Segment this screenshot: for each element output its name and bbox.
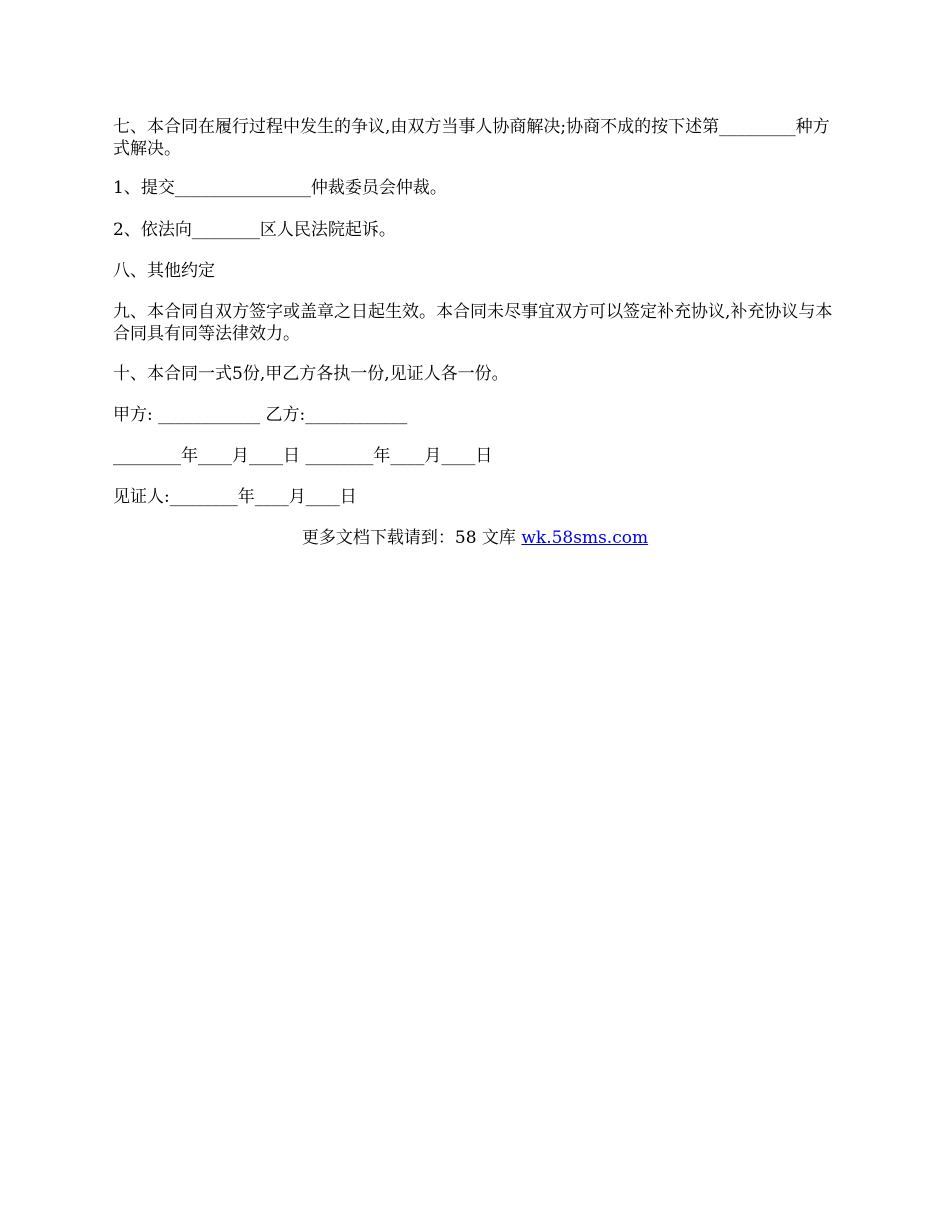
footer-link[interactable]: wk.58sms.com [521, 528, 649, 548]
clause-10: 十、本合同一式5份,甲乙方各执一份,见证人各一份。 [113, 364, 509, 384]
download-footer [0, 527, 950, 549]
signature-line: 甲方: ____________ 乙方:____________ [113, 405, 408, 425]
witness-line: 见证人:________年____月____日 [113, 487, 357, 507]
arbitration-option: 1、提交________________仲裁委员会仲裁。 [113, 178, 447, 198]
clause-7: 七、本合同在履行过程中发生的争议,由双方当事人协商解决;协商不成的按下述第_________种方式解决。 [113, 117, 830, 159]
date-line: ________年____月____日 ________年____月____日 [113, 446, 493, 466]
clause-8: 八、其他约定 [113, 261, 215, 281]
footer-text: 更多文档下载请到：58 文库 [301, 528, 522, 548]
litigation-option: 2、依法向________区人民法院起诉。 [113, 220, 396, 240]
clause-9: 九、本合同自双方签字或盖章之日起生效。本合同未尽事宜双方可以签定补充协议,补充协议与本合同具有同等法律效力。 [113, 302, 833, 344]
